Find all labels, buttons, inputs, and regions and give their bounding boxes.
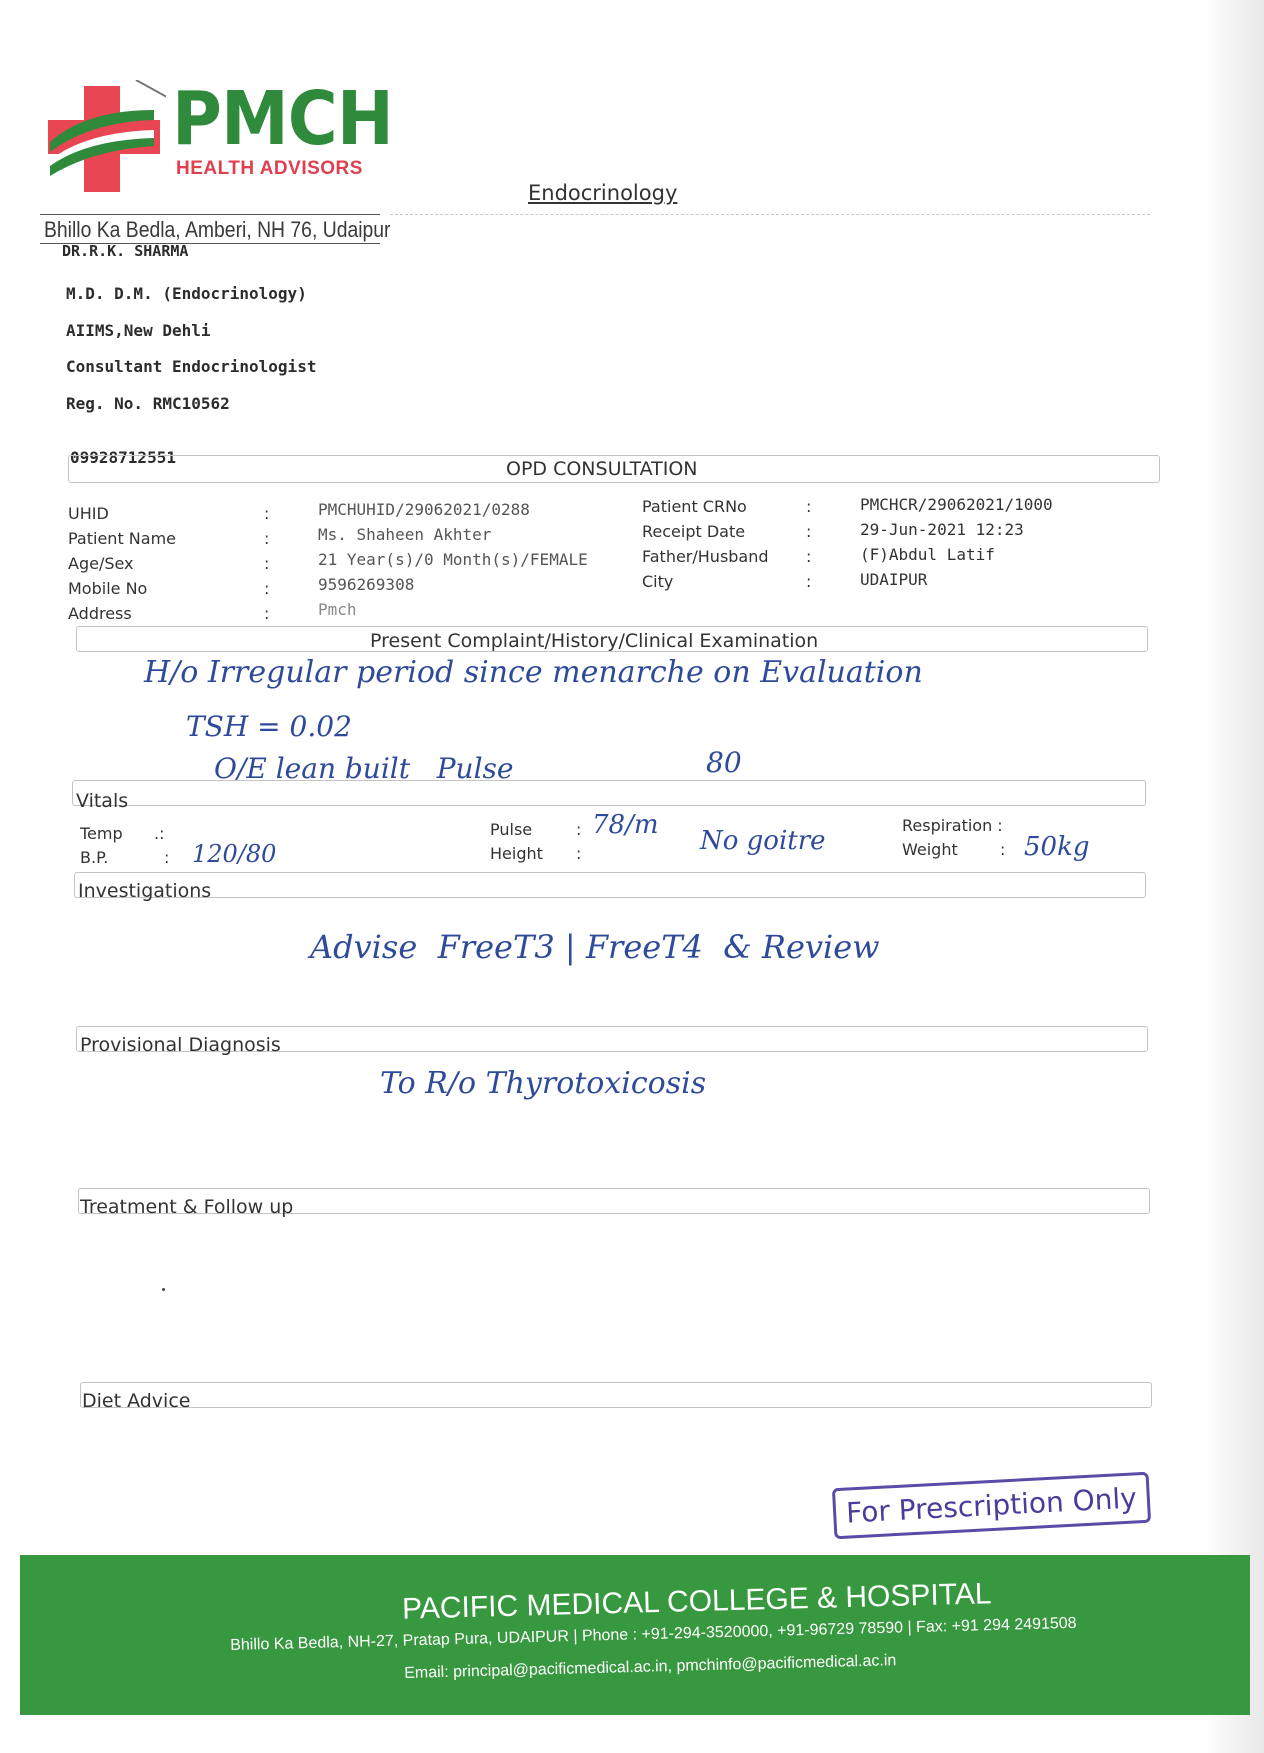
doctor-reg-no: Reg. No. RMC10562 [66,394,230,413]
vitals-title: Vitals [76,790,129,812]
patient-row [642,545,1142,570]
patient-row [68,550,628,575]
field-value: UDAIPUR [860,570,928,589]
footer-band [20,1555,1250,1715]
field-colon: : [264,604,270,623]
patient-row [642,570,1142,595]
treatment-title: Treatment & Follow up [80,1196,294,1218]
field-value: 9596269308 [318,575,415,594]
patient-row [68,525,628,550]
field-value: Pmch [318,600,357,619]
pulse-colon: : [576,820,582,839]
field-colon: : [806,522,812,541]
field-colon: : [806,547,812,566]
field-label: Father/Husband [642,547,769,566]
field-value: PMCHUHID/29062021/0288 [318,500,530,519]
medical-cross-icon [46,80,166,198]
complaint-pulse-value: 80 [706,746,742,779]
investigations-header-box [74,872,1146,898]
patient-row [642,520,1142,545]
footer-title: PACIFIC MEDICAL COLLEGE & HOSPITAL [401,1577,992,1626]
complaint-title: Present Complaint/History/Clinical Examination [370,630,819,652]
investigations-title: Investigations [78,880,212,902]
logo [46,76,393,200]
diet-title: Diet Advice [82,1390,191,1412]
diagnosis-title: Provisional Diagnosis [80,1034,281,1056]
complaint-handwriting-line2: TSH = 0.02 [186,710,352,743]
pulse-value: 78/m [592,810,659,840]
height-label: Height [490,844,543,863]
field-label: Receipt Date [642,522,746,541]
patient-row [642,495,1142,520]
diagnosis-note: To R/o Thyrotoxicosis [380,1066,707,1101]
field-label: UHID [68,504,109,523]
field-value: (F)Abdul Latif [860,545,995,564]
field-colon: : [264,554,270,573]
logo-subtitle: HEALTH ADVISORS [176,158,363,179]
field-label: Age/Sex [68,554,134,573]
temp-label: Temp [80,824,123,843]
patient-info-right [642,495,1142,595]
vitals-header-box [72,780,1146,806]
ink-dot [162,1288,165,1291]
bp-label: B.P. [80,848,109,867]
footer-email: Email: principal@pacificmedical.ac.in, pmchinfo@pacificmedical.ac.in [404,1652,897,1682]
field-colon: : [806,497,812,516]
complaint-handwriting-line1: H/o Irregular period since menarche on Evaluation [144,655,923,690]
investigations-note: Advise FreeT3 | FreeT4 & Review [310,928,880,966]
page-edge-shadow [1204,0,1264,1753]
field-label: City [642,572,674,591]
bp-value: 120/80 [192,840,277,868]
field-value: Ms. Shaheen Akhter [318,525,492,544]
bp-colon: : [164,848,170,867]
doctor-designation: Consultant Endocrinologist [66,357,317,376]
field-colon: : [264,504,270,523]
pulse-label: Pulse [490,820,533,839]
field-colon: : [806,572,812,591]
prescription-stamp: For Prescription Only [832,1472,1151,1540]
field-value: PMCHCR/29062021/1000 [860,495,1053,514]
field-value: 21 Year(s)/0 Month(s)/FEMALE [318,550,588,569]
hospital-address: Bhillo Ka Bedla, Amberi, NH 76, Udaipur [44,217,391,242]
field-label: Mobile No [68,579,148,598]
logo-wordmark: PMCH [172,76,393,162]
patient-row [68,500,628,525]
field-colon: : [264,529,270,548]
patient-row [68,575,628,600]
weight-label: Weight [902,840,958,859]
address-rule-top [40,214,380,215]
respiration-label: Respiration : [902,816,1003,835]
department-rule [390,214,1150,215]
diet-header-box [80,1382,1152,1408]
doctor-qualification: M.D. D.M. (Endocrinology) [66,284,307,303]
temp-colon: .: [154,824,165,843]
height-colon: : [576,844,582,863]
footer-address: Bhillo Ka Bedla, NH-27, Pratap Pura, UDAIPUR | Phone : +91-294-3520000, +91-96729 78590 | Fax: +91 294 2491508 [230,1614,1077,1654]
field-colon: : [264,579,270,598]
weight-colon: : [1000,840,1006,859]
doctor-name: DR.R.K. SHARMA [62,242,189,260]
doctor-institute: AIIMS,New Dehli [66,321,211,340]
department-title: Endocrinology [528,181,678,205]
doctor-phone: 09928712551 [70,448,176,467]
opd-title: OPD CONSULTATION [506,458,698,480]
field-value: 29-Jun-2021 12:23 [860,520,1024,539]
complaint-handwriting-line3: O/E lean built Pulse [214,752,514,785]
field-label: Patient CRNo [642,497,747,516]
patient-row [68,600,628,625]
patient-info-left [68,500,628,625]
field-label: Patient Name [68,529,176,548]
weight-value: 50kg [1024,832,1090,862]
field-label: Address [68,604,132,623]
vitals-note: No goitre [700,826,826,856]
